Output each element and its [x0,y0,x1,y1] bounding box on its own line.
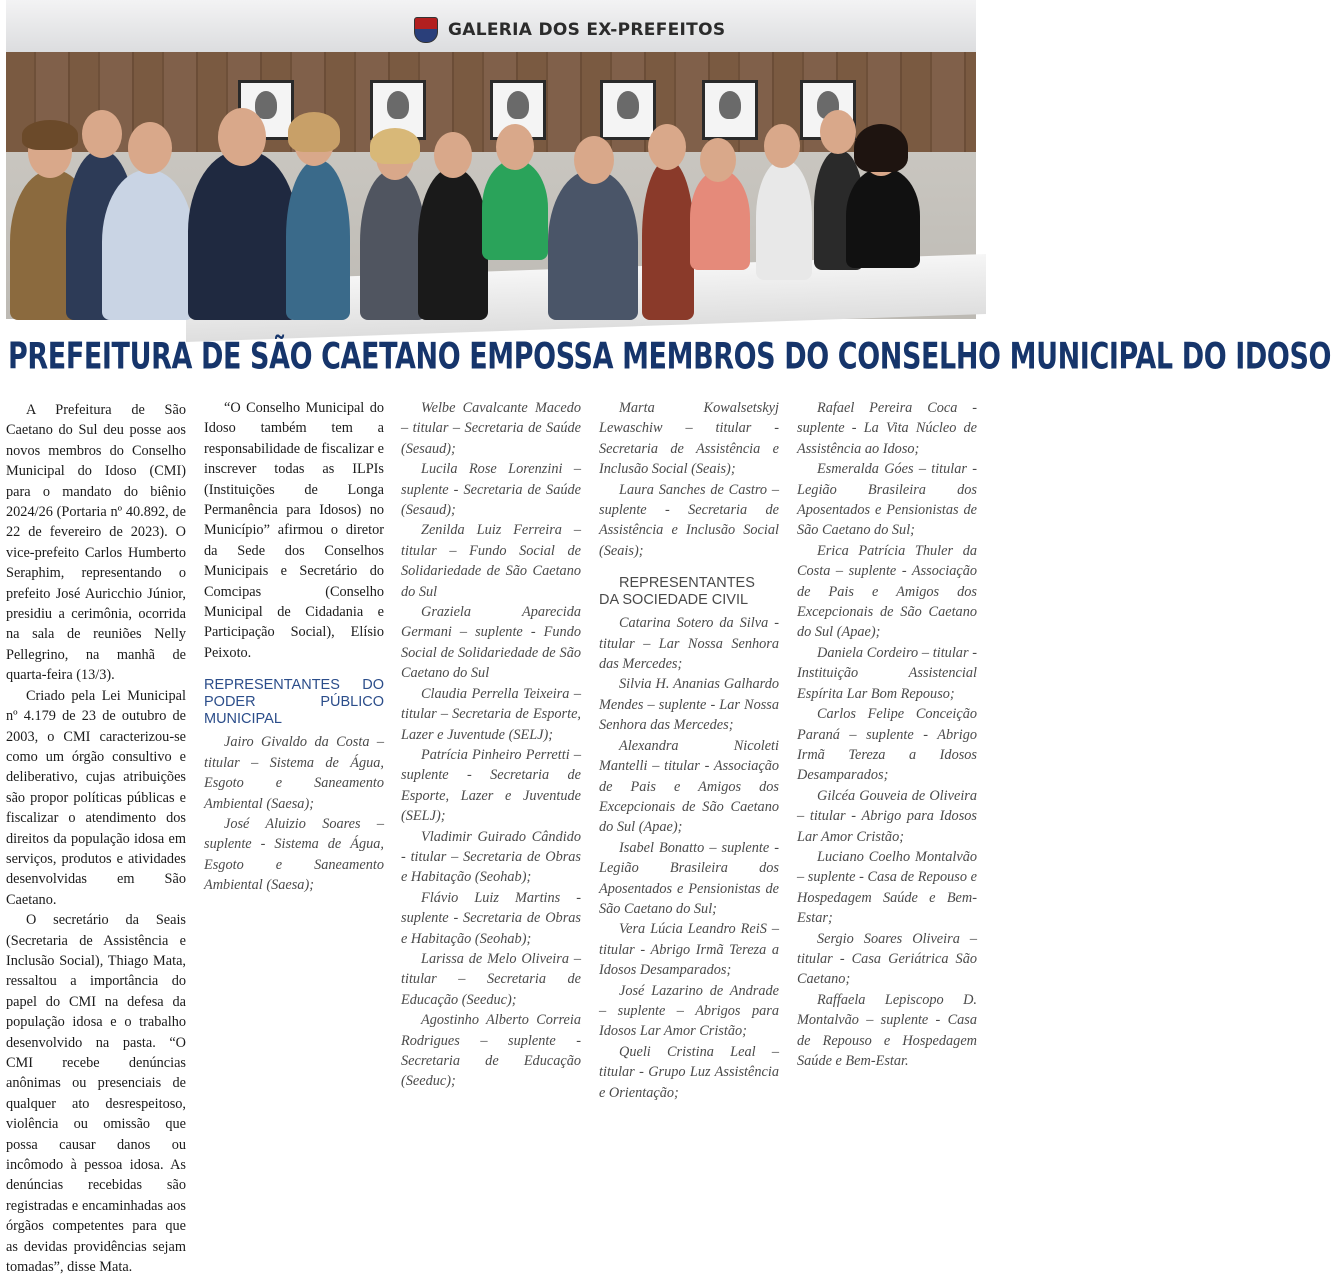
member-entry: Silvia H. Ananias Galhardo Mendes – suplente - Lar Nossa Senhora das Mercedes; [599,676,779,734]
article-column-2 [204,398,384,896]
body-paragraph: Criado pela Lei Municipal nº 4.179 de 23 de outubro de 2003, o CMI caracterizou-se como um órgão consultivo e deliberativo, cujas atribuições são propor políticas públicas e fiscalizar o atendimento dos direitos da população idosa em serviços, produtos e atividades desenvolvidas em São Caetano. [6,687,186,908]
member-entry: José Lazarino de Andrade – suplente – Abrigos para Idosos Lar Amor Cristão; [599,982,779,1040]
person [188,150,298,320]
person-head [764,124,800,168]
member-entry: Zenilda Luiz Ferreira – titular – Fundo Social de Solidariedade de São Caetano do Sul [401,522,581,600]
member-entry: Queli Cristina Leal – titular - Grupo Luz Assistência e Orientação; [599,1043,779,1101]
member-entry: Vera Lúcia Leandro ReiS – titular - Abrigo Irmã Tereza a Idosos Desamparados; [599,921,779,979]
portrait-frame [702,80,758,140]
member-entry: Luciano Coelho Montalvão – suplente - Casa de Repouso e Hospedagem Saúde e Bem-Estar; [797,848,977,927]
member-entry: Rafael Pereira Coca - suplente - La Vita Núcleo de Assistência ao Idoso; [797,400,977,457]
article-column-1 [6,400,186,1277]
person [418,168,488,320]
person [482,160,548,260]
person [642,160,694,320]
member-entry: Larissa de Melo Oliveira – titular – Secretaria de Educação (Seeduc); [401,950,581,1008]
article-column-3 [401,398,581,1092]
article-column-5 [797,398,977,1071]
member-entry: Claudia Perrella Teixeira – titular – Secretaria de Esporte, Lazer e Juventude (SELJ); [401,685,581,743]
portrait-frame [600,80,656,140]
person [846,168,920,268]
section-heading-poder-publico: REPRESENTANTES DO PODER PÚBLICO MUNICIPAL [204,677,384,728]
member-entry: Sergio Soares Oliveira – titular - Casa Geriátrica São Caetano; [797,930,977,988]
member-entry: Daniela Cordeiro – titular - Instituição Assistencial Espírita Lar Bom Repouso; [797,644,977,702]
person-hair [288,112,340,152]
body-paragraph: “O Conselho Municipal do Idoso também tem a responsabilidade de fiscalizar e inscrever todas as ILPIs (Instituições de Longa Permanência para Idosos) no Município” afirmou o diretor da Sede dos Conselhos Municipais e Secretário do Comcipas (Conselho Municipal de Cidadania e Participação Social), Elísio Peixoto. [204,400,384,661]
member-entry: Marta Kowalsetskyj Lewaschiw – titular - Secretaria de Assistência e Inclusão Social (Seais); [599,400,779,478]
city-crest-icon [414,17,438,43]
gallery-sign [414,14,734,46]
body-paragraph: A Prefeitura de São Caetano do Sul deu posse aos novos membros do Conselho Municipal do Idoso (CMI) para o mandato do biênio 2024/26 (Portaria nº 40.892, de 22 de fevereiro de 2023). O vice-prefeito Carlos Humberto Seraphim, representando o prefeito José Auricchio Júnior, presidiu a cerimônia, ocorrida na sala de reuniões Nelly Pellegrino, na manhã de quarta-feira (13/3). [6,402,186,684]
member-entry: Vladimir Guirado Cândido - titular – Secretaria de Obras e Habitação (Seohab); [401,828,581,886]
person-head [700,138,736,182]
person [690,170,750,270]
member-entry: Graziela Aparecida Germani – suplente - Fundo Social de Solidariedade de São Caetano do Sul [401,604,581,682]
person [360,170,426,320]
member-entry: José Aluizio Soares – suplente - Sistema de Água, Esgoto e Saneamento Ambiental (Saesa); [204,815,384,894]
person-head [434,132,472,178]
article-column-4 [599,398,779,1103]
member-entry: Agostinho Alberto Correia Rodrigues – suplente - Secretaria de Educação (Seeduc); [401,1012,581,1090]
person-head [218,108,266,166]
member-entry: Carlos Felipe Conceição Paraná – suplente - Abrigo Irmã Tereza a Idosos Desamparados; [797,706,977,784]
person-hair [370,128,420,164]
member-entry: Jairo Givaldo da Costa – titular – Sistema de Água, Esgoto e Saneamento Ambiental (Saesa); [204,734,384,812]
person-head [496,124,534,170]
member-entry: Laura Sanches de Castro – suplente - Secretaria de Assistência e Inclusão Social (Seais); [599,481,779,559]
member-entry: Raffaela Lepiscopo D. Montalvão – suplente - Casa de Repouso e Hospedagem Saúde e Bem-Estar. [797,991,977,1069]
person-hair [854,124,908,172]
group-photo [6,0,976,319]
member-entry: Lucila Rose Lorenzini – suplente - Secretaria de Saúde (Sesaud); [401,461,581,519]
member-entry: Gilcéa Gouveia de Oliveira – titular - Abrigo para Idosos Lar Amor Cristão; [797,787,977,845]
member-list-poder-publico [204,732,384,895]
member-entry: Flávio Luiz Martins - suplente - Secretaria de Obras e Habitação (Seohab); [401,889,581,947]
person [102,170,194,320]
article-headline: PREFEITURA DE SÃO CAETANO EMPOSSA MEMBROS DO CONSELHO MUNICIPAL DO IDOSO [8,336,1331,378]
person [756,160,812,280]
person-head [82,110,122,158]
member-entry: Isabel Bonatto – suplente - Legião Brasileira dos Aposentados e Pensionistas de São Caetano do Sul; [599,839,779,917]
member-entry: Patrícia Pinheiro Perretti – suplente - Secretaria de Esporte, Lazer e Juventude (SELJ); [401,746,581,825]
section-heading-sociedade-civil: REPRESENTANTES DA SOCIEDADE CIVIL [599,575,755,609]
member-entry: Alexandra Nicoleti Mantelli – titular - Associação de Pais e Amigos dos Excepcionais de São Caetano do Sul (Apae); [599,737,779,836]
member-entry: Welbe Cavalcante Macedo – titular – Secretaria de Saúde (Sesaud); [401,400,581,457]
person [548,170,638,320]
person-head [648,124,686,170]
person-head [128,122,172,174]
body-paragraph: O secretário da Seais (Secretaria de Assistência e Inclusão Social), Thiago Mata, ressaltou a importância do papel do CMI na defesa da população idosa e o trabalho desenvolvido na pasta. “O CMI recebe denúncias anônimas ou presenciais de qualquer ato desrespeitoso, violência ou omissão que possa causar danos ou incômodo à pessoa idosa. As denúncias recebidas são registradas e encaminhadas aos órgãos competentes para que as devidas providências sejam tomadas”, disse Mata. [6,912,186,1276]
gallery-sign-text: GALERIA DOS EX-PREFEITOS [448,20,726,40]
person-head [574,136,614,184]
person-hair [22,120,78,150]
member-entry: Erica Patrícia Thuler da Costa – suplente - Associação de Pais e Amigos dos Excepcionais de São Caetano do Sul (Apae); [797,542,977,641]
member-entry: Catarina Sotero da Silva - titular – Lar Nossa Senhora das Mercedes; [599,615,779,673]
person [286,160,350,320]
member-entry: Esmeralda Góes – titular - Legião Brasileira dos Aposentados e Pensionistas de São Caetano do Sul; [797,461,977,539]
person-head [820,110,856,154]
